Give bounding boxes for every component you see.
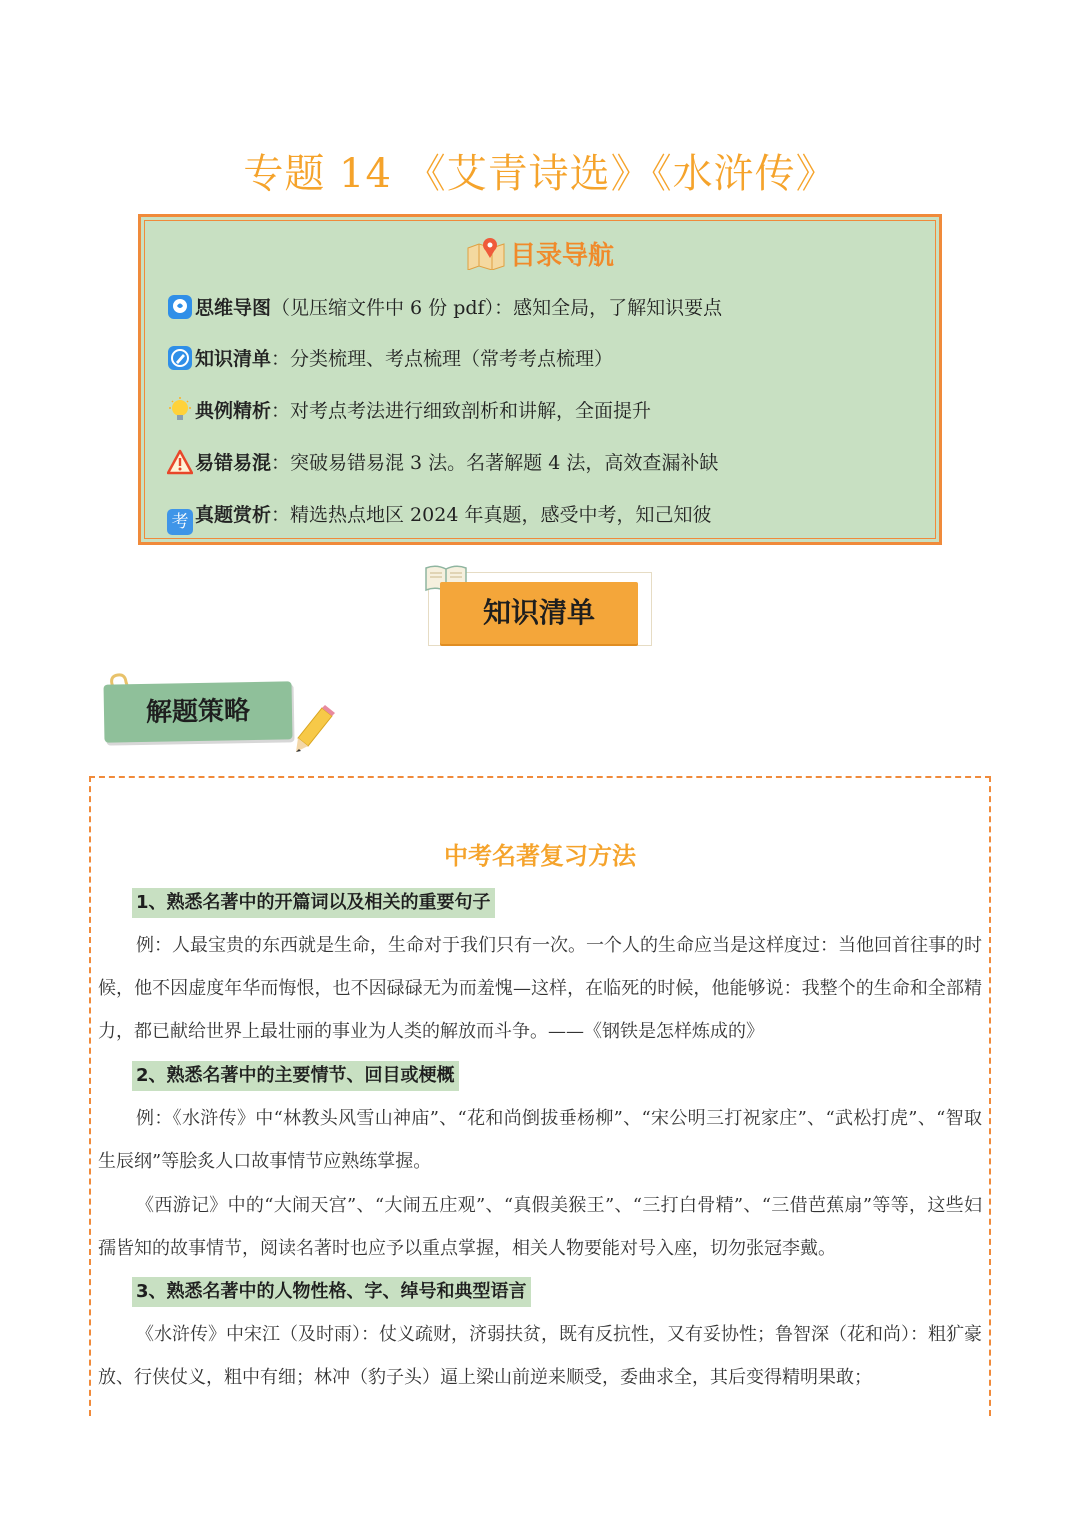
toc-item-text: ：分类梳理、考点梳理（常考考点梳理）	[271, 348, 614, 370]
toc-item-real-exams[interactable]	[167, 498, 711, 532]
toc-item-text: ：突破易错易混 3 法。名著解题 4 法，高效查漏补缺	[271, 452, 719, 474]
toc-item-text: （见压缩文件中 6 份 pdf）：感知全局，了解知识要点	[271, 297, 723, 319]
toc-item-label: 真题赏析	[195, 504, 272, 526]
exam-icon: 考	[167, 509, 193, 535]
toc-item-mistakes[interactable]	[167, 446, 718, 480]
brain-icon	[167, 294, 193, 320]
lightbulb-icon	[167, 397, 193, 423]
toc-item-label: 典例精析	[195, 400, 272, 422]
toc-item-examples[interactable]	[167, 394, 651, 428]
solving-strategy-tag: 解题策略	[104, 681, 293, 742]
pencil-badge-icon	[167, 345, 193, 371]
toc-item-label: 思维导图	[195, 297, 272, 319]
content-heading: 中考名著复习方法	[444, 842, 636, 870]
warning-icon	[167, 449, 193, 475]
toc-item-knowledge[interactable]	[167, 342, 613, 376]
toc-heading-text: 目录导航	[509, 241, 614, 271]
toc-item-text: ：精选热点地区 2024 年真题，感受中考，知己知彼	[271, 504, 712, 526]
toc-navigation-box	[138, 214, 942, 545]
pencil-icon	[292, 704, 336, 756]
toc-item-label: 知识清单	[195, 348, 272, 370]
subheading-2: 2、熟悉名著中的主要情节、回目或梗概	[132, 1061, 459, 1091]
toc-item-mindmap[interactable]	[167, 291, 722, 325]
toc-heading	[141, 235, 939, 272]
page-title: 专题 14 《艾青诗选》《水浒传》	[243, 151, 837, 197]
paragraph-3: 《西游记》中的“大闹天宫”、“大闹五庄观”、“真假美猴王”、“三打白骨精”、“三借芭蕉扇”等等，这些妇孺皆知的故事情节，阅读名著时也应予以重点掌握，相关人物要能对号入座，切勿张冠李戴。	[98, 1195, 982, 1259]
knowledge-list-tag: 知识清单	[440, 582, 638, 644]
subheading-1: 1、熟悉名著中的开篇词以及相关的重要句子	[132, 888, 495, 918]
paragraph-4: 《水浒传》中宋江（及时雨）：仗义疏财，济弱扶贫，既有反抗性，又有妥协性；鲁智深（花和尚）：粗犷豪放、行侠仗义，粗中有细；林冲（豹子头）逼上梁山前逆来顺受，委曲求全，其后变得精明果敢；	[98, 1324, 982, 1388]
toc-item-text: ：对考点考法进行细致剖析和讲解，全面提升	[271, 400, 652, 422]
map-pin-icon	[466, 236, 506, 270]
paragraph-1: 例：人最宝贵的东西就是生命，生命对于我们只有一次。一个人的生命应当是这样度过：当他回首往事的时候，他不因虚度年华而悔恨，也不因碌碌无为而羞愧—这样，在临死的时候，他能够说：我整个的生命和全部精力，都已献给世界上最壮丽的事业为人类的解放而斗争。——《钢铁是怎样炼成的》	[98, 935, 982, 1042]
toc-item-label: 易错易混	[195, 452, 272, 474]
subheading-3: 3、熟悉名著中的人物性格、字、绰号和典型语言	[132, 1277, 531, 1307]
paragraph-2: 例：《水浒传》中“林教头风雪山神庙”、“花和尚倒拔垂杨柳”、“宋公明三打祝家庄”、“武松打虎”、“智取生辰纲”等脍炙人口故事情节应熟练掌握。	[98, 1108, 982, 1172]
